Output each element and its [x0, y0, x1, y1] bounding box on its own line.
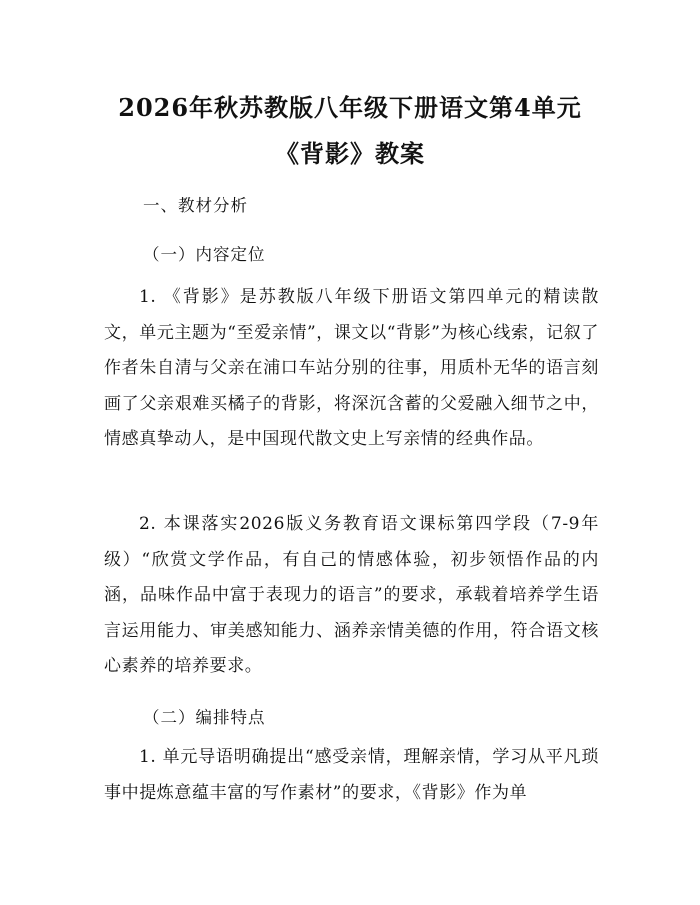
document-title-line-2: 《背影》教案 — [275, 139, 425, 168]
section-heading-teaching-material-analysis: 一、教材分析 — [143, 196, 248, 215]
paragraph-3: 1. 单元导语明确提出“感受亲情，理解亲情，学习从平凡琐事中提炼意蕴丰富的写作素材”的要求，《背影》作为单 — [104, 747, 599, 803]
document-title-line-1: 2026年秋苏教版八年级下册语文第4单元 — [118, 93, 582, 122]
paragraph-2: 2. 本课落实2026版义务教育语文课标第四学段（7-9年级）“欣赏文学作品，有自己的情感体验，初步领悟作品的内涵，品味作品中富于表现力的语言”的要求，承载着培养学生语言运用能力、审美感知能力、涵养亲情美德的作用，符合语文核心素养的培养要求。 — [104, 514, 599, 676]
subsection-heading-arrangement-features: （二）编排特点 — [143, 708, 266, 727]
paragraph-1: 1. 《背影》是苏教版八年级下册语文第四单元的精读散文，单元主题为“至爱亲情”，课文以“背影”为核心线索，记叙了作者朱自清与父亲在浦口车站分别的往事，用质朴无华的语言刻画了父亲艰难买橘子的背影，将深沉含蓄的父爱融入细节之中，情感真挚动人，是中国现代散文史上写亲情的经典作品。 — [104, 287, 599, 449]
subsection-heading-content-positioning: （一）内容定位 — [143, 245, 266, 264]
